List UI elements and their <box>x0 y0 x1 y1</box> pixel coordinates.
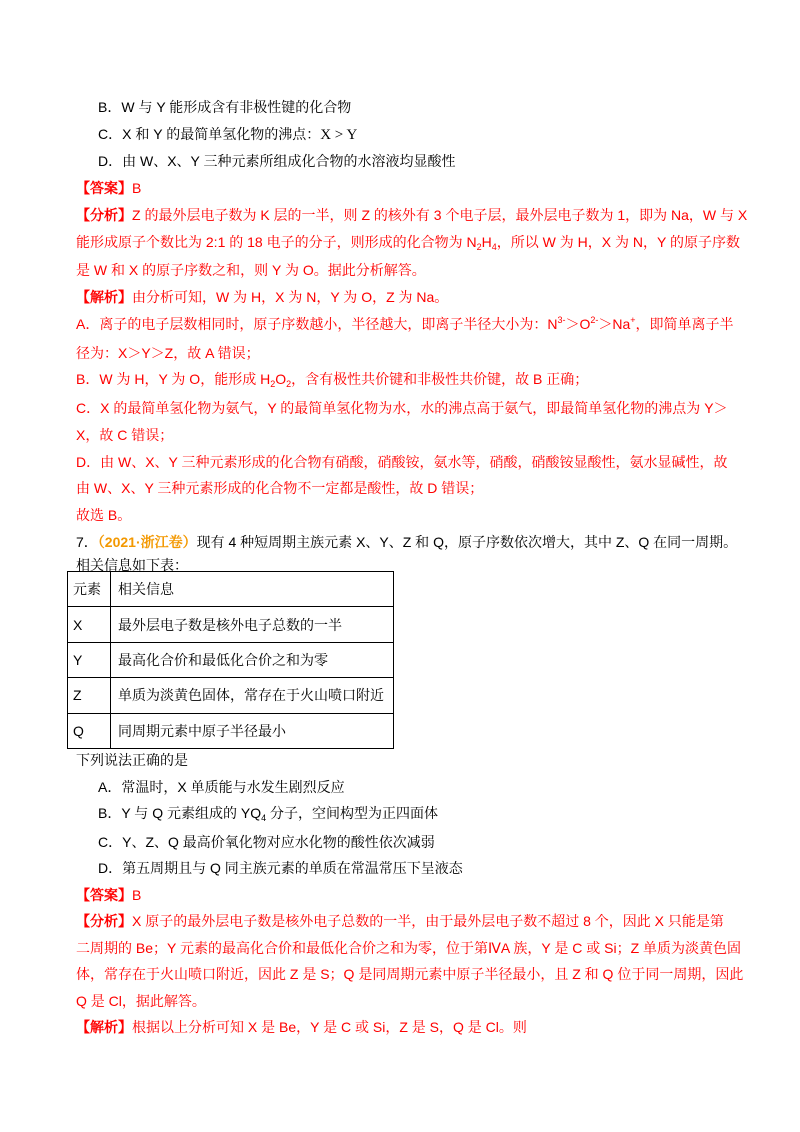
text-segment: 径为：X＞Y＞Z，故 A 错误； <box>76 344 260 361</box>
q6-solution-line <box>76 395 747 422</box>
q7-stem <box>76 529 747 556</box>
q7-answer <box>76 882 743 909</box>
text-segment: D．第五周期且与 Q 同主族元素的单质在常温常压下呈液态 <box>98 860 463 876</box>
table-row <box>68 642 394 677</box>
solution-label: 【解析】 <box>76 289 132 306</box>
q7-option-d <box>76 855 743 882</box>
table-row <box>68 607 394 642</box>
text-segment: C．Y、Z、Q 最高价氧化物对应水化物的酸性依次减弱 <box>98 833 435 850</box>
q6-solution-line <box>76 311 747 340</box>
text-segment: B．Y 与 Q 元素组成的 YQ <box>98 805 262 821</box>
q7-analysis-line: Q 是 Cl，据此解答。 <box>76 992 206 1009</box>
text-segment: 分子，空间构型为正四面体 <box>266 805 439 821</box>
text-segment: ＞Na <box>598 315 631 332</box>
q6-solution-line <box>76 502 747 529</box>
text-segment: X 原子的最外层电子数是核外电子总数的一半，由于最外层电子数不超过 8 个，因此 X 只能是第 <box>132 913 724 929</box>
text-segment: 根据以上分析可知 X 是 Be，Y 是 C 或 Si，Z 是 S，Q 是 Cl。则 <box>132 1019 527 1035</box>
q7-prompt: 下列说法正确的是 <box>76 752 188 768</box>
q7-option-c <box>76 829 743 856</box>
text-segment: Z 的最外层电子数为 K 层的一半，则 Z 的核外有 3 个电子层，最外层电子数为 1，即为 Na，W 与 X <box>132 206 748 223</box>
q6-option-c-formula: X > Y <box>320 126 358 143</box>
text-segment: H <box>481 233 492 250</box>
element-info-table <box>67 571 394 749</box>
q6-solution-line <box>76 284 747 311</box>
text-segment: 由 W、X、Y 三种元素形成的化合物不一定都是酸性，故 D 错误； <box>76 480 484 497</box>
text-segment: 故选 B。 <box>76 507 132 524</box>
q6-analysis-line <box>76 202 747 229</box>
q7-solution-line <box>76 1014 743 1041</box>
q7-table-intro: 相关信息如下表： <box>76 557 188 574</box>
q6-section <box>76 94 747 579</box>
table-cell-info: 最外层电子数是核外电子总数的一半 <box>111 607 394 642</box>
answer-label: 【答案】 <box>76 180 132 197</box>
text-segment: B．W 为 H，Y 为 O，能形成 H <box>76 371 271 388</box>
text-segment: X，故 C 错误； <box>76 426 174 443</box>
superscript: 2- <box>590 314 599 325</box>
text-segment: 是 W 和 X 的原子序数之和，则 Y 为 O。据此分析解答。 <box>76 262 426 279</box>
subscript: 2 <box>270 379 276 390</box>
q7-option-a <box>76 774 743 801</box>
q7-analysis-line: 二周期的 Be；Y 元素的最高化合价和最低化合价之和为零，位于第ⅣA 族，Y 是 C 或 Si；Z 单质为淡黄色固 <box>76 939 742 956</box>
analysis-label: 【分析】 <box>76 913 132 929</box>
q7-analysis-line: 体，常存在于火山喷口附近，因此 Z 是 S；Q 是同周期元素中原子半径最小，且 Z 和 Q 位于同一周期，因此 <box>76 966 744 982</box>
q6-answer <box>76 175 747 202</box>
superscript: + <box>630 314 636 325</box>
subscript: 2 <box>476 241 482 252</box>
table-cell-info: 同周期元素中原子半径最小 <box>111 713 394 748</box>
table-header-cell: 元素 <box>68 572 111 607</box>
table-row <box>68 713 394 748</box>
table-cell-element: Z <box>68 678 111 713</box>
table-cell-element: Y <box>68 642 111 677</box>
q6-solution-line <box>76 422 747 449</box>
text-segment: ＞O <box>565 315 591 332</box>
q6-option-d: D．由 W、X、Y 三种元素所组成化合物的水溶液均显酸性 <box>98 153 456 170</box>
subscript: 2 <box>286 379 292 390</box>
table-cell-element: X <box>68 607 111 642</box>
superscript: 3- <box>557 314 566 325</box>
q7-option-b <box>76 800 743 829</box>
text-segment: A．离子的电子层数相同时，原子序数越小，半径越大，即离子半径大小为：N <box>76 315 558 332</box>
text-segment: ，含有极性共价键和非极性共价键，故 B 正确； <box>291 371 589 388</box>
q7-section <box>76 747 743 1041</box>
table-cell-element: Q <box>68 713 111 748</box>
q6-solution-line <box>76 449 747 476</box>
answer-value: B <box>132 886 142 903</box>
text-segment: C．X 的最简单氢化物为氨气，Y 的最简单氢化物为水，水的沸点高于氨气，即最简单氢化物的沸点为 Y＞ <box>76 400 728 417</box>
q6-option-c-text: C．X 和 Y 的最简单氢化物的沸点： <box>98 125 321 142</box>
question-number: 7． <box>76 533 98 550</box>
table-row <box>68 678 394 713</box>
text-segment: ，即简单离子半 <box>635 315 734 332</box>
text-segment: A．常温时，X 单质能与水发生剧烈反应 <box>98 778 345 795</box>
q6-solution-line <box>76 340 747 367</box>
text-segment: O <box>275 371 287 388</box>
q6-option-b: B．W 与 Y 能形成含有非极性键的化合物 <box>98 99 352 115</box>
q6-solution-line <box>76 475 747 502</box>
text-segment: 由分析可知，W 为 H，X 为 N，Y 为 O，Z 为 Na。 <box>132 289 449 306</box>
subscript: 4 <box>491 241 497 252</box>
question-source: （2021·浙江卷） <box>97 533 197 550</box>
text-segment: D．由 W、X、Y 三种元素形成的化合物有硝酸，硝酸铵，氨水等，硝酸，硝酸铵显酸性，氨水显碱性，故 <box>76 453 728 470</box>
q6-option-c <box>76 121 747 149</box>
q6-solution-line <box>76 366 747 395</box>
table-cell-info: 最高化合价和最低化合价之和为零 <box>111 642 394 677</box>
table-cell-info: 单质为淡黄色固体，常存在于火山喷口附近 <box>111 678 394 713</box>
answer-label: 【答案】 <box>76 886 132 903</box>
table-header-row <box>68 572 394 607</box>
analysis-label: 【分析】 <box>76 206 132 223</box>
q6-analysis-line <box>76 229 747 258</box>
answer-value: B <box>132 180 142 197</box>
text-segment: ，所以 W 为 H，X 为 N，Y 的原子序数 <box>496 233 740 250</box>
table-header-cell: 相关信息 <box>111 572 394 607</box>
text-segment: 能形成原子个数比为 2:1 的 18 电子的分子，则形成的化合物为 N <box>76 233 477 250</box>
subscript: 4 <box>261 813 267 823</box>
q7-analysis-line <box>76 908 743 935</box>
question-stem-text: 现有 4 种短周期主族元素 X、Y、Z 和 Q，原子序数依次增大，其中 Z、Q 在同一周期。 <box>196 533 738 550</box>
solution-label: 【解析】 <box>76 1019 132 1035</box>
q6-analysis-line <box>76 257 747 284</box>
